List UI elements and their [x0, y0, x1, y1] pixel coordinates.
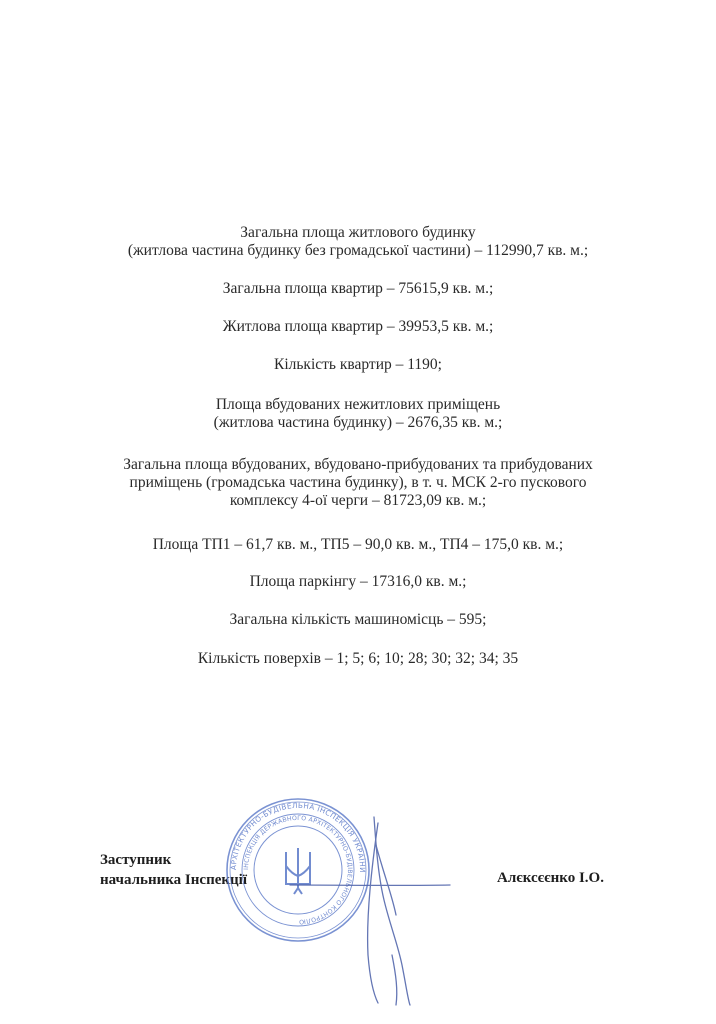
- signatory-title: Заступник начальника Інспекції: [100, 852, 247, 888]
- paragraph-floor-count: Кількість поверхів – 1; 5; 6; 10; 28; 30; 32; 34; 35: [197, 650, 519, 667]
- paragraph-apartment-count: Кількість квартир – 1190;: [273, 356, 442, 373]
- paragraph-parking-area: Площа паркінгу – 17316,0 кв. м.;: [249, 573, 467, 590]
- handwritten-signature: [280, 805, 470, 1015]
- signatory-name: Алєксєєнко І.О.: [497, 870, 604, 886]
- stamp-inner-text: ІНСПЕКЦІЯ ДЕРЖАВНОГО АРХІТЕКТУРНО-БУДІВЕЛЬНОГО КОНТРОЛЮ: [242, 814, 354, 926]
- paragraph-substations-area: Площа ТП1 – 61,7 кв. м., ТП5 – 90,0 кв. м., ТП4 – 175,0 кв. м.;: [152, 536, 564, 553]
- paragraph-total-area: Загальна площа житлового будинку (житлова частина будинку без громадської частини) – 112990,7 кв. м.;: [127, 224, 589, 259]
- paragraph-nonresidential-area: Площа вбудованих нежитлових приміщень (житлова частина будинку) – 2676,35 кв. м.;: [213, 396, 503, 431]
- paragraph-parking-spaces: Загальна кількість машиномісць – 595;: [229, 611, 487, 628]
- paragraph-public-area: Загальна площа вбудованих, вбудовано-прибудованих та прибудованих приміщень (громадська частина будинку), в т. ч. МСК 2-го пускового комплексу 4-ої черги – 81723,09 кв. м.;: [123, 456, 593, 509]
- paragraph-living-area: Житлова площа квартир – 39953,5 кв. м.;: [222, 318, 494, 335]
- stamp-outer-text: АРХІТЕКТУРНО-БУДІВЕЛЬНА ІНСПЕКЦІЯ УКРАЇНИ: [228, 800, 368, 873]
- paragraph-apartments-area: Загальна площа квартир – 75615,9 кв. м.;: [222, 280, 494, 297]
